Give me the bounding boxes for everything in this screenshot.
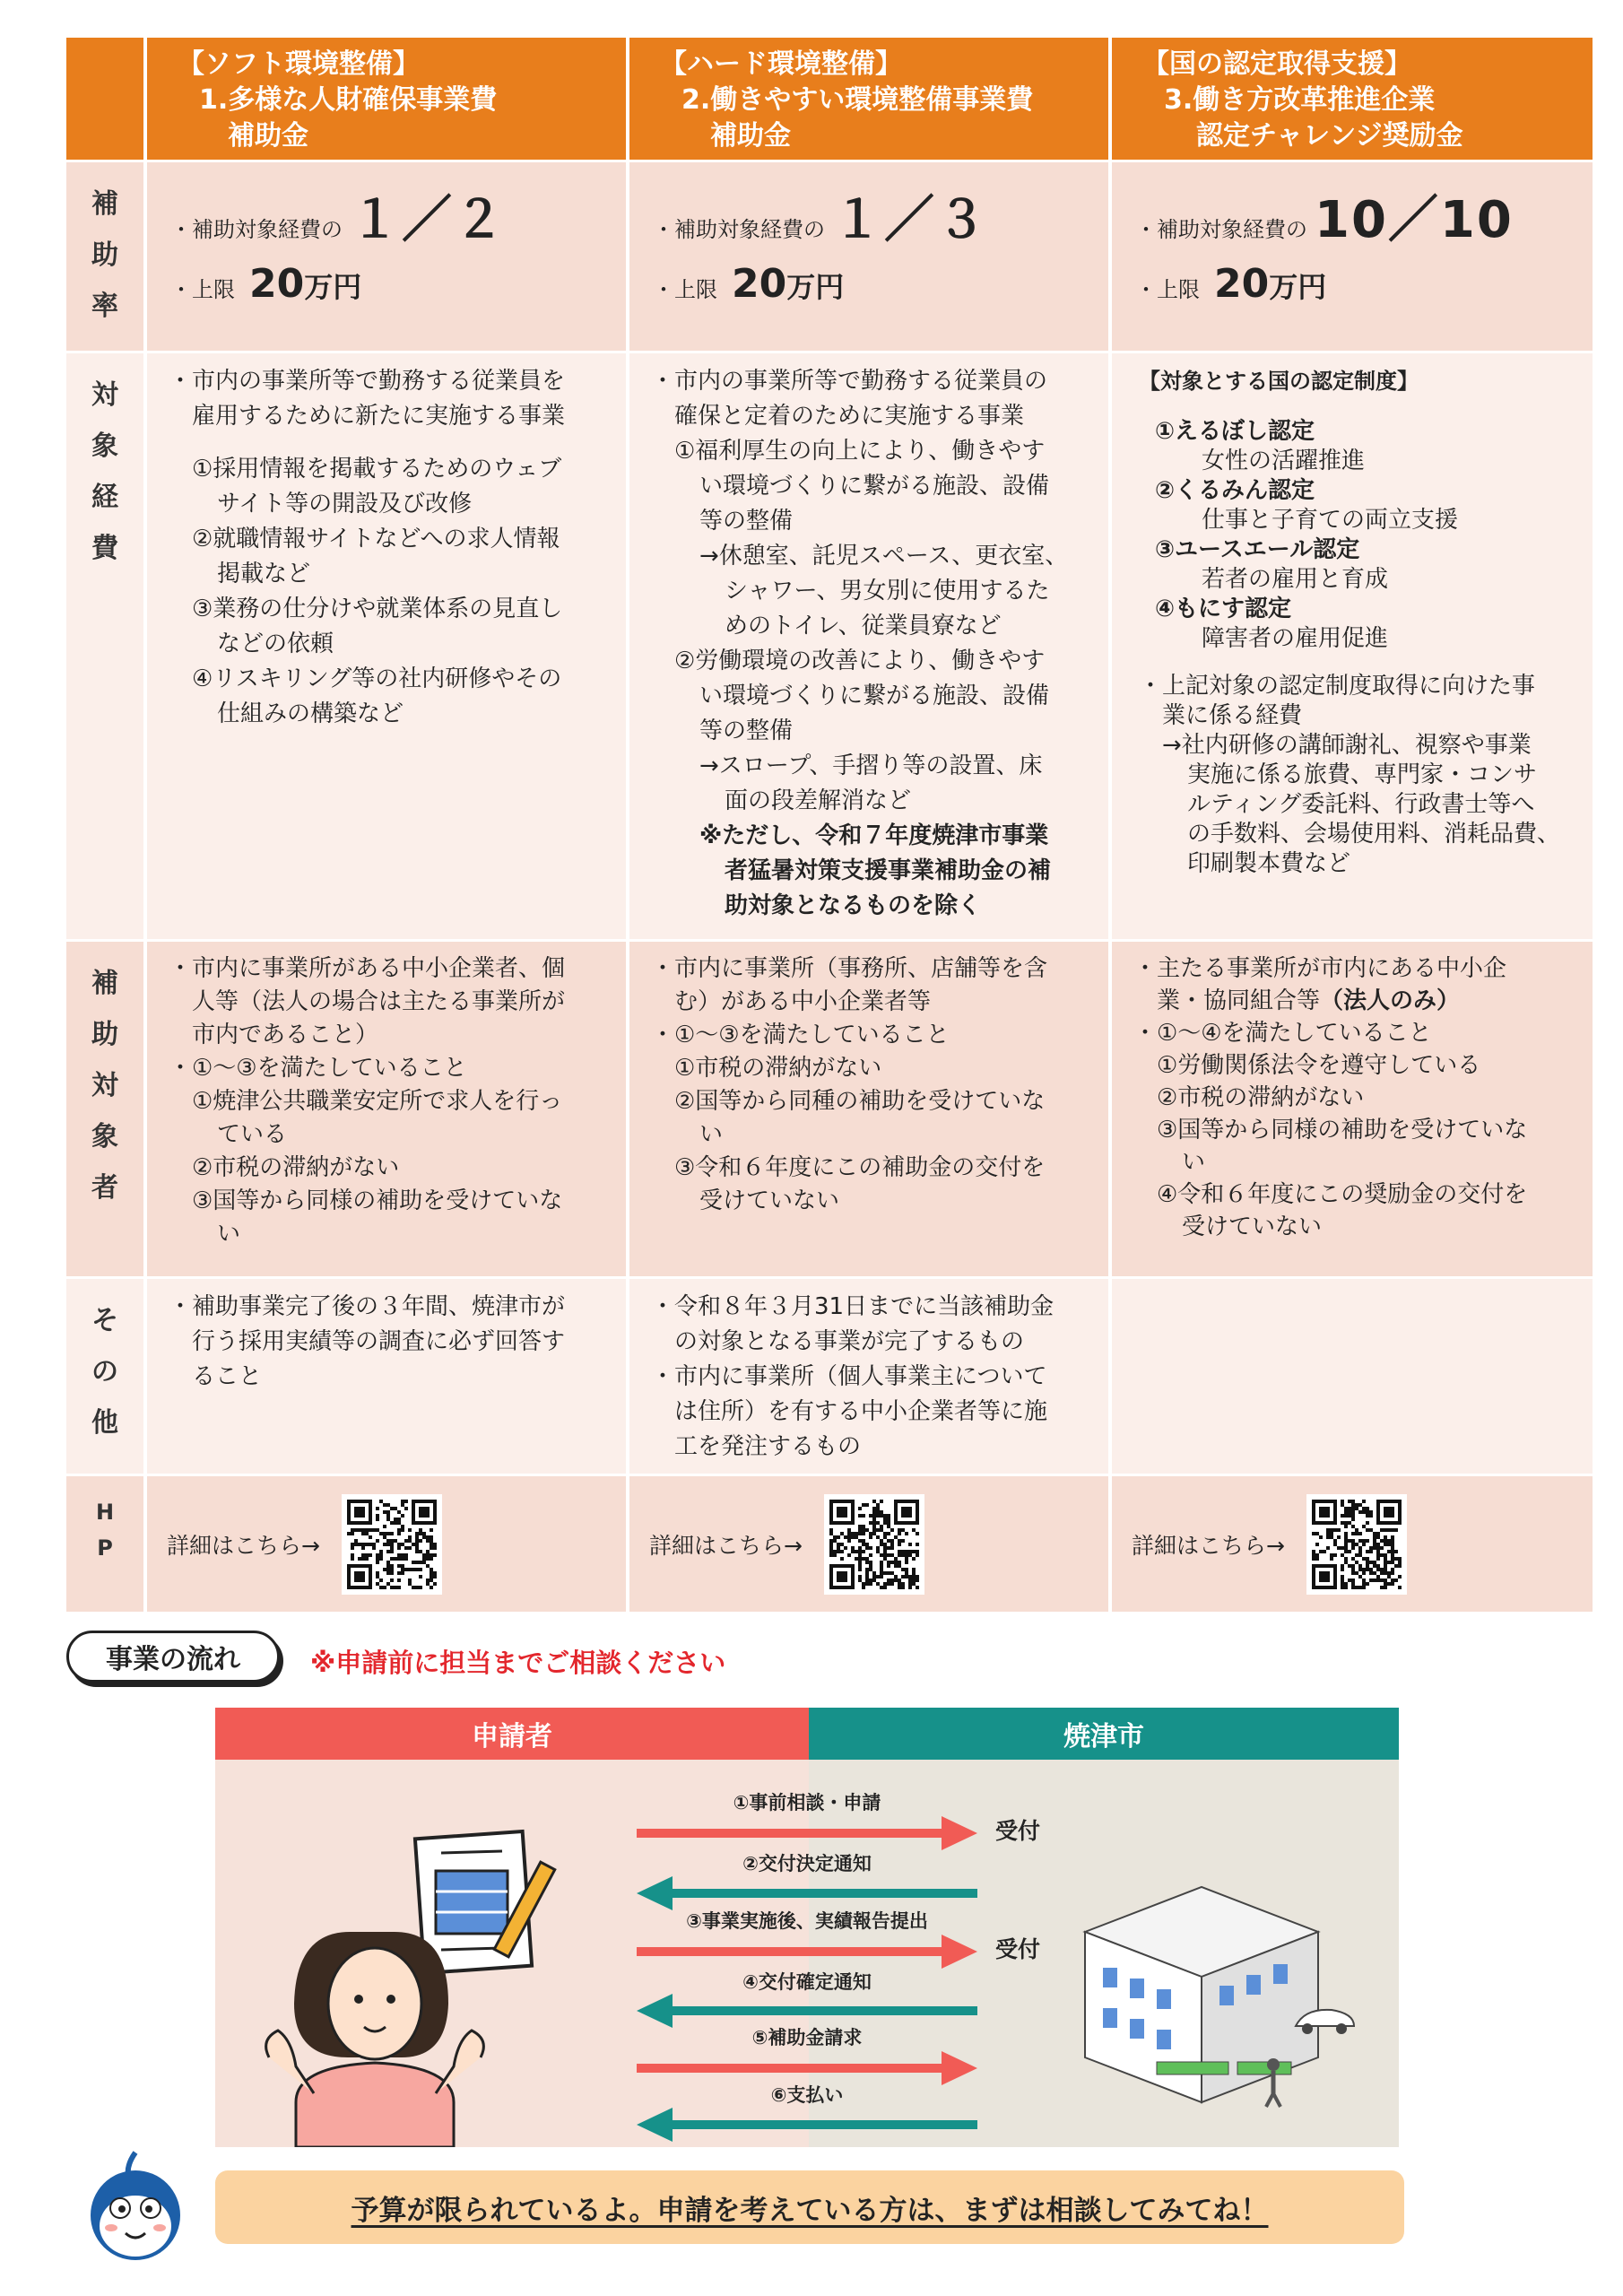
cost-item: 掲載など: [217, 561, 311, 587]
label-char: 象: [91, 1121, 118, 1152]
city-hall-building-icon: [1067, 1833, 1390, 2138]
hp-cell-2: [629, 1476, 1108, 1612]
details-link[interactable]: 詳細はこちら→: [1132, 1532, 1285, 1559]
target-item: ④令和６年度にこの奨励金の交付を: [1157, 1181, 1528, 1208]
targets-cell-3: [1112, 942, 1593, 1276]
row-label-costs: [66, 353, 143, 939]
label-char: 助: [91, 1019, 118, 1050]
step-1-label: ①事前相談・申請: [733, 1792, 881, 1813]
mascot-fish-icon: [82, 2149, 188, 2266]
cost-item: などの依頼: [217, 631, 334, 657]
other-line: は住所）を有する中小企業者等に施: [674, 1398, 1048, 1425]
label-char: 率: [91, 291, 118, 322]
cost-item: ④リスキリング等の社内研修やその: [192, 665, 562, 692]
costs-cell-1: [147, 353, 626, 939]
cert-name: ③ユースエール認定: [1155, 536, 1360, 563]
target-line: ・①～④を満たしていること: [1133, 1020, 1432, 1047]
flow-section-tag: 事業の流れ: [66, 1631, 280, 1683]
rate-ratio: １／３: [832, 191, 988, 249]
header-1-category: 【ソフト環境整備】: [178, 48, 420, 80]
cost-item: 等の整備: [699, 718, 794, 744]
target-line: ・主たる事業所が市内にある中小企: [1133, 955, 1507, 982]
costs-cell-2: [629, 353, 1108, 939]
cost-item: 印刷製本費など: [1187, 850, 1351, 877]
cost-item: ルティング委託料、行政書士等へ: [1187, 791, 1535, 818]
other-cell-2: [629, 1279, 1108, 1474]
target-item: い: [699, 1121, 724, 1148]
speech-bubble: 予算が限られているよ。申請を考えている方は、まずは相談してみてね！: [215, 2170, 1404, 2244]
applicant-person-icon: [251, 1824, 601, 2147]
target-item: ③国等から同様の補助を受けていな: [1157, 1117, 1528, 1144]
limit-amount: 20: [732, 261, 787, 307]
hp-cell-1: [147, 1476, 626, 1612]
cost-item: →休憩室、託児スペース、更衣室、: [699, 543, 1069, 570]
cert-title: 【対象とする国の認定制度】: [1139, 369, 1419, 394]
target-item: ②市税の滞納がない: [1157, 1084, 1365, 1111]
cert-name: ②くるみん認定: [1155, 477, 1315, 504]
label-char: 助: [91, 239, 118, 271]
limit-unit: 万円: [1269, 270, 1327, 304]
qr-code-icon[interactable]: [824, 1494, 924, 1595]
limit-prefix: ・上限: [170, 277, 235, 302]
target-item: い: [217, 1221, 241, 1248]
cost-line: ・市内の事業所等で勤務する従業員を: [169, 368, 566, 395]
cost-item: ③業務の仕分けや就業体系の見直し: [192, 596, 563, 622]
step-6-label: ⑥支払い: [770, 2084, 844, 2106]
flow-notice: ※申請前に担当までご相談ください: [310, 1648, 726, 1678]
cost-item: 等の整備: [699, 508, 794, 535]
cost-item: い環境づくりに繋がる施設、設備: [699, 473, 1050, 500]
label-char: の: [91, 1356, 118, 1387]
target-item: ている: [217, 1121, 288, 1148]
target-line: む）がある中小企業者等: [674, 988, 932, 1015]
target-item: い: [1182, 1149, 1206, 1176]
row-label-rate: [66, 162, 143, 351]
target-line: ・市内に事業所がある中小企業者、個: [169, 955, 566, 982]
cert-name: ④もにす認定: [1155, 596, 1292, 622]
cost-item: ①福利厚生の向上により、働きやす: [674, 438, 1046, 465]
cost-item: シャワー、男女別に使用するた: [725, 578, 1050, 604]
costs-cell-3: [1112, 353, 1593, 939]
rate-cell-1: [147, 162, 626, 351]
cert-desc: 若者の雇用と育成: [1202, 566, 1389, 593]
header-1-title-suffix: 補助金: [228, 120, 308, 152]
cost-line: ・上記対象の認定制度取得に向けた事: [1139, 673, 1536, 700]
target-item: ③令和６年度にこの補助金の交付を: [674, 1154, 1046, 1181]
cost-line: ・市内の事業所等で勤務する従業員の: [651, 368, 1048, 395]
limit-amount: 20: [249, 261, 305, 307]
target-line: 人等（法人の場合は主たる事業所が: [192, 988, 566, 1015]
other-line: ・令和８年３月31日までに当該補助金: [651, 1293, 1055, 1320]
cost-item: の手数料、会場使用料、消耗品費、: [1187, 821, 1561, 848]
rate-prefix: ・補助対象経費の: [1135, 217, 1307, 242]
row-label-targets: [66, 942, 143, 1276]
limit-unit: 万円: [304, 270, 362, 304]
label-char: P: [97, 1535, 113, 1561]
rate-prefix: ・補助対象経費の: [170, 217, 343, 242]
subsidy-table: [66, 38, 1582, 1598]
cost-item: →社内研修の講師謝礼、視察や事業: [1162, 732, 1532, 759]
cost-item: めのトイレ、従業員寮など: [725, 613, 1002, 639]
label-char: 対: [91, 1070, 118, 1101]
details-link[interactable]: 詳細はこちら→: [167, 1532, 320, 1559]
header-2-title: 2.働きやすい環境整備事業費: [681, 84, 1034, 116]
header-3-title-suffix: 認定チャレンジ奨励金: [1196, 120, 1463, 152]
other-line: 工を発注するもの: [674, 1433, 862, 1460]
header-3-category: 【国の認定取得支援】: [1142, 48, 1411, 80]
arrow-right-icon: [637, 1813, 977, 1853]
cost-item: →スロープ、手摺り等の設置、床: [699, 752, 1043, 779]
target-item: ①焼津公共職業安定所で求人を行っ: [192, 1088, 563, 1115]
target-line: 業・協同組合等: [1157, 987, 1321, 1014]
qr-code-icon[interactable]: [342, 1494, 442, 1595]
other-line: ・補助事業完了後の３年間、焼津市が: [169, 1293, 566, 1320]
arrow-right-icon: [637, 1932, 977, 1971]
cost-exclusion: ※ただし、令和７年度焼津市事業: [699, 822, 1049, 849]
limit-unit: 万円: [786, 270, 845, 304]
row-label-hp: [66, 1476, 143, 1612]
label-char: 補: [91, 188, 118, 220]
rate-prefix: ・補助対象経費の: [653, 217, 825, 242]
qr-code-icon[interactable]: [1306, 1494, 1407, 1595]
label-char: そ: [91, 1305, 118, 1336]
rate-cell-2: [629, 162, 1108, 351]
cert-name: ①えるぼし認定: [1155, 418, 1315, 445]
limit-prefix: ・上限: [653, 277, 717, 302]
limit-prefix: ・上限: [1135, 277, 1200, 302]
target-line: ・市内に事業所（事務所、店舗等を含: [651, 955, 1048, 982]
target-note: （法人のみ）: [1320, 987, 1461, 1014]
cert-desc: 障害者の雇用促進: [1202, 625, 1389, 652]
header-col-3: [1112, 38, 1593, 160]
header-2-title-suffix: 補助金: [710, 120, 791, 152]
rate-ratio: １／２: [350, 191, 506, 249]
row-label-other: [66, 1279, 143, 1474]
label-char: 経: [91, 482, 118, 513]
city-header: 焼津市: [809, 1708, 1399, 1760]
cost-exclusion: 助対象となるものを除く: [725, 892, 982, 919]
step-4-label: ④交付確定通知: [742, 1971, 872, 1993]
label-char: 者: [91, 1172, 118, 1204]
header-3-title: 3.働き方改革推進企業: [1164, 84, 1436, 116]
cert-desc: 仕事と子育ての両立支援: [1202, 507, 1459, 534]
header-corner: [66, 38, 143, 160]
cost-item: 面の段差解消など: [725, 787, 912, 814]
label-char: 補: [91, 968, 118, 999]
cost-item: い環境づくりに繋がる施設、設備: [699, 683, 1050, 709]
target-item: ①市税の滞納がない: [674, 1055, 882, 1082]
label-char: 他: [91, 1407, 118, 1439]
target-item: ③国等から同様の補助を受けていな: [192, 1187, 563, 1214]
flow-diagram: [215, 1708, 1399, 2147]
applicant-header: 申請者: [215, 1708, 809, 1760]
header-col-2: [629, 38, 1108, 160]
hp-cell-3: [1112, 1476, 1593, 1612]
target-line: ・①～③を満たしていること: [651, 1022, 950, 1048]
arrow-left-icon: [637, 2105, 977, 2144]
cost-item: 仕組みの構築など: [217, 700, 404, 727]
step-5-label: ⑤補助金請求: [751, 2027, 863, 2048]
other-cell-3: [1112, 1279, 1593, 1474]
receive-label: 受付: [995, 1818, 1041, 1844]
target-item: 受けていない: [699, 1187, 840, 1214]
cost-exclusion: 者猛暑対策支援事業補助金の補: [725, 857, 1052, 884]
target-item: ②市税の滞納がない: [192, 1154, 400, 1181]
target-item: ①労働関係法令を遵守している: [1157, 1052, 1481, 1079]
cost-item: ①採用情報を掲載するためのウェブ: [192, 456, 562, 483]
cert-desc: 女性の活躍推進: [1202, 448, 1366, 474]
other-line: ること: [192, 1363, 263, 1390]
target-item: ②国等から同種の補助を受けていな: [674, 1088, 1046, 1115]
label-char: 費: [91, 533, 118, 564]
cost-item: ②労働環境の改善により、働きやす: [674, 648, 1046, 674]
header-col-1: [147, 38, 626, 160]
limit-amount: 20: [1214, 261, 1270, 307]
rate-cell-3: [1112, 162, 1593, 351]
cost-line: 確保と定着のために実施する事業: [674, 403, 1025, 430]
label-char: 対: [91, 379, 118, 411]
label-char: H: [95, 1500, 115, 1525]
header-1-title: 1.多様な人財確保事業費: [199, 84, 498, 116]
label-char: 象: [91, 430, 118, 462]
step-2-label: ②交付決定通知: [742, 1853, 872, 1874]
other-cell-1: [147, 1279, 626, 1474]
cost-item: 実施に係る旅費、専門家・コンサ: [1187, 761, 1538, 788]
targets-cell-1: [147, 942, 626, 1276]
other-line: ・市内に事業所（個人事業主について: [651, 1363, 1047, 1390]
cost-line: 雇用するために新たに実施する事業: [192, 403, 566, 430]
receive-label: 受付: [995, 1936, 1041, 1962]
rate-ratio: 10／10: [1315, 191, 1514, 249]
cost-item: サイト等の開設及び改修: [217, 491, 473, 517]
target-line: 市内であること）: [192, 1022, 379, 1048]
target-line: ・①～③を満たしていること: [169, 1055, 467, 1082]
step-3-label: ③事業実施後、実績報告提出: [686, 1910, 928, 1932]
target-item: 受けていない: [1182, 1213, 1323, 1240]
targets-cell-2: [629, 942, 1108, 1276]
cost-item: ②就職情報サイトなどへの求人情報: [192, 526, 560, 552]
header-2-category: 【ハード環境整備】: [660, 48, 902, 80]
details-link[interactable]: 詳細はこちら→: [649, 1532, 803, 1559]
other-line: 行う採用実績等の調査に必ず回答す: [192, 1328, 566, 1355]
cost-line: 業に係る経費: [1162, 702, 1303, 729]
other-line: の対象となる事業が完了するもの: [674, 1328, 1025, 1355]
